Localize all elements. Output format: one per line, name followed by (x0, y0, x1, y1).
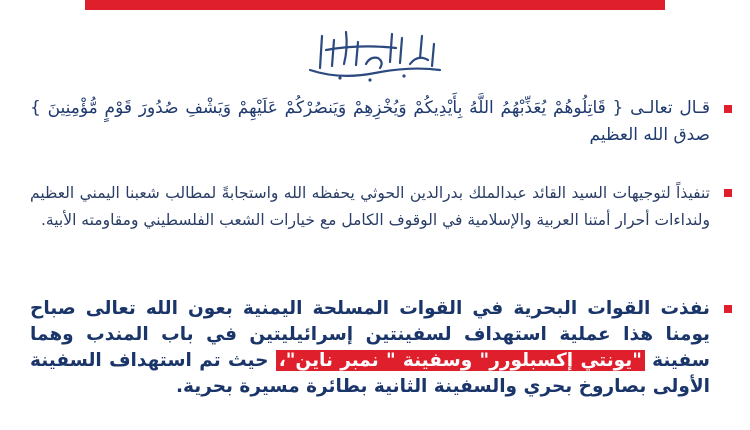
statement-paragraph (30, 296, 710, 400)
statement-text-part1: نفذت القوات البحرية في القوات المسلحة اليمنية بعون الله تعالى صباح يومنا هذا عملية استهداف لسفينتين إسرائيليتين في باب المندب وهما سفينة (30, 298, 710, 371)
basmala-calligraphy (300, 18, 450, 88)
verse-paragraph (30, 95, 710, 149)
verse-text: قـال تعالـى { قَاتِلُوهُمْ يُعَذِّبْهُمُ اللَّهُ بِأَيْدِيكُمْ وَيُخْزِهِمْ وَيَنصُرْكُمْ عَلَيْهِمْ وَيَشْفِ صُدُورَ قَوْمٍ مُّؤْمِنِينَ } صدق الله العظيم (30, 98, 710, 145)
statement-text-part2: حيث تم استهداف السفينة الأولى بصاروخ بحري والسفينة الثانية بطائرة مسيرة بحرية. (30, 350, 710, 397)
top-accent-bar (85, 0, 665, 10)
bullet-icon (724, 305, 732, 313)
directive-text: تنفيذاً لتوجيهات السيد القائد عبدالملك بدرالدين الحوثي يحفظه الله واستجابةً لمطالب شعبنا اليمني العظيم ولنداءات أحرار أمتنا العربية والإسلامية في الوقوف الكامل مع خيارات الشعب الفلسطيني ومقاومته الأبية. (30, 184, 710, 229)
bullet-icon (724, 105, 732, 113)
bullet-icon (724, 189, 732, 197)
directive-paragraph (30, 180, 710, 234)
ship-names-highlight: "يونتي إكسبلورر" وسفينة " نمبر ناين"، (276, 350, 645, 371)
